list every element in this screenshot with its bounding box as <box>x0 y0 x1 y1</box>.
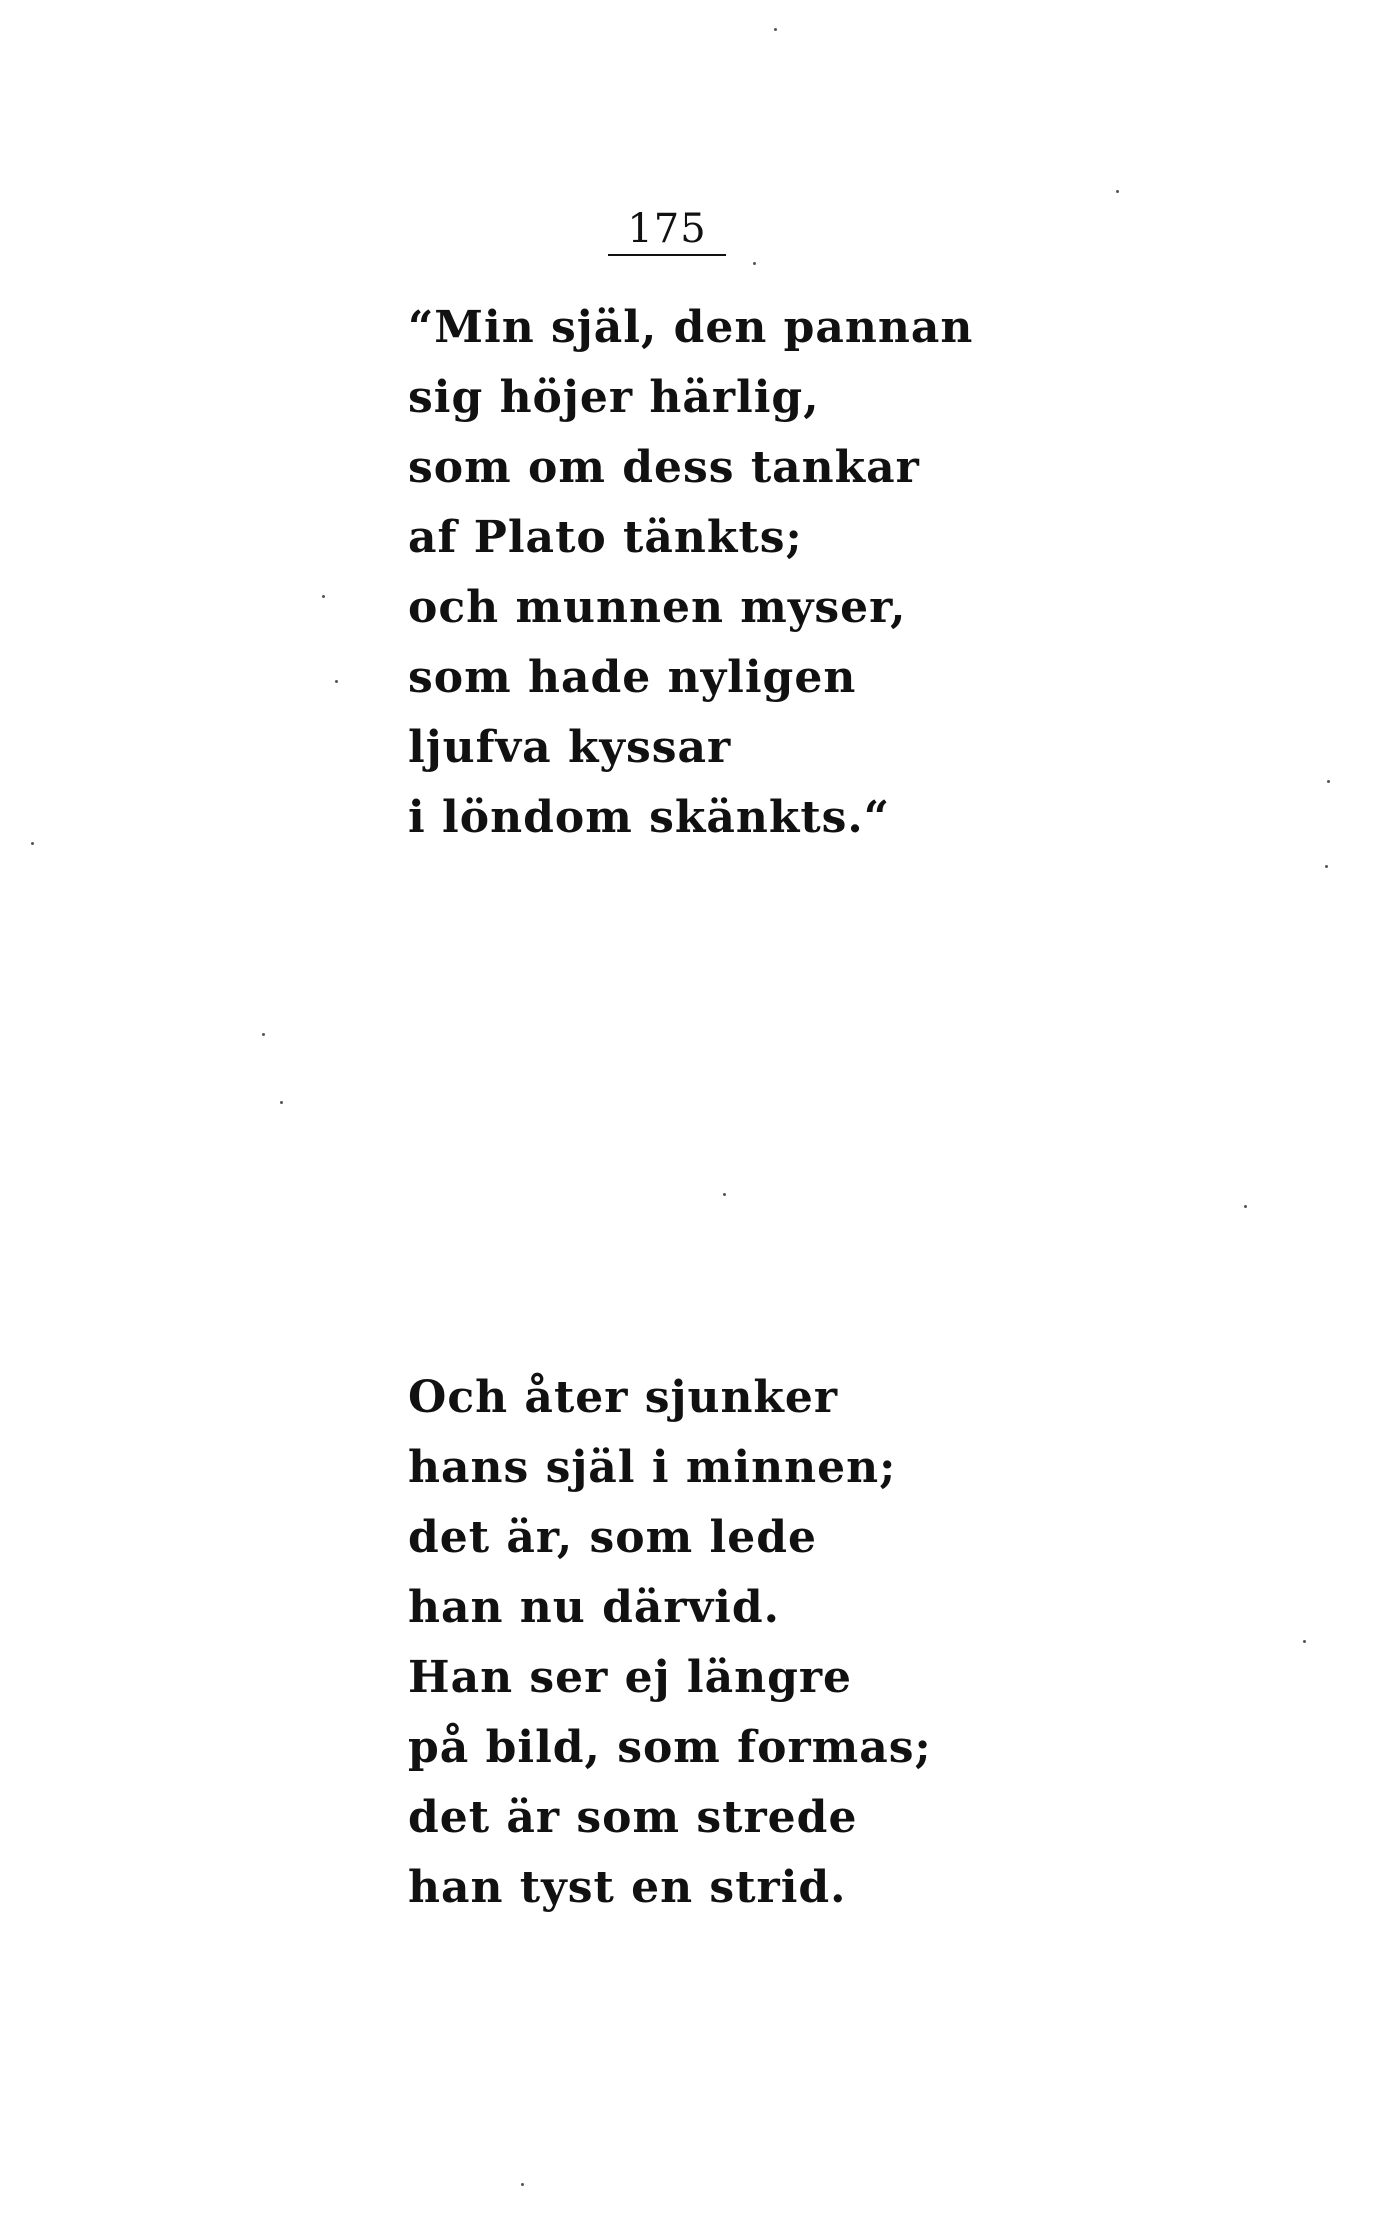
verse-line: på bild, som formas; <box>408 1722 932 1773</box>
verse-line: i löndom skänkts.“ <box>408 792 891 843</box>
verse-line: Och åter sjunker <box>408 1372 839 1423</box>
scan-speck <box>1327 780 1330 783</box>
verse-line: som om dess tankar <box>408 442 920 493</box>
verse-line: ljufva kyssar <box>408 722 732 773</box>
verse-line: Han ser ej längre <box>408 1652 853 1703</box>
stanza <box>408 293 973 853</box>
scan-speck <box>1244 1205 1247 1208</box>
scan-speck <box>335 680 338 683</box>
page-number: 175 <box>627 206 707 252</box>
verse-line: och munnen myser, <box>408 582 907 633</box>
scan-speck <box>31 842 34 845</box>
verse-line: “Min själ, den pannan <box>408 302 974 353</box>
scan-speck <box>322 595 325 598</box>
verse-line: det är, som lede <box>408 1512 817 1563</box>
scan-speck <box>1116 190 1119 193</box>
verse-line: af Plato tänkts; <box>408 512 803 563</box>
scan-speck <box>280 1101 283 1104</box>
verse-line: sig höjer härlig, <box>408 372 820 423</box>
scan-speck <box>1325 865 1328 868</box>
stanza <box>408 1363 932 1923</box>
verse-line: han nu därvid. <box>408 1582 780 1633</box>
scan-speck <box>753 262 756 265</box>
verse-line: det är som strede <box>408 1792 858 1843</box>
scan-speck <box>774 28 777 31</box>
scan-speck <box>262 1033 265 1036</box>
verse-line: som hade nyligen <box>408 652 857 703</box>
scan-speck <box>1303 1640 1306 1643</box>
scan-speck <box>521 2183 524 2186</box>
scan-speck <box>723 1193 726 1196</box>
verse-line: hans själ i minnen; <box>408 1442 897 1493</box>
page-number-rule <box>608 254 726 256</box>
verse-line: han tyst en strid. <box>408 1862 847 1913</box>
